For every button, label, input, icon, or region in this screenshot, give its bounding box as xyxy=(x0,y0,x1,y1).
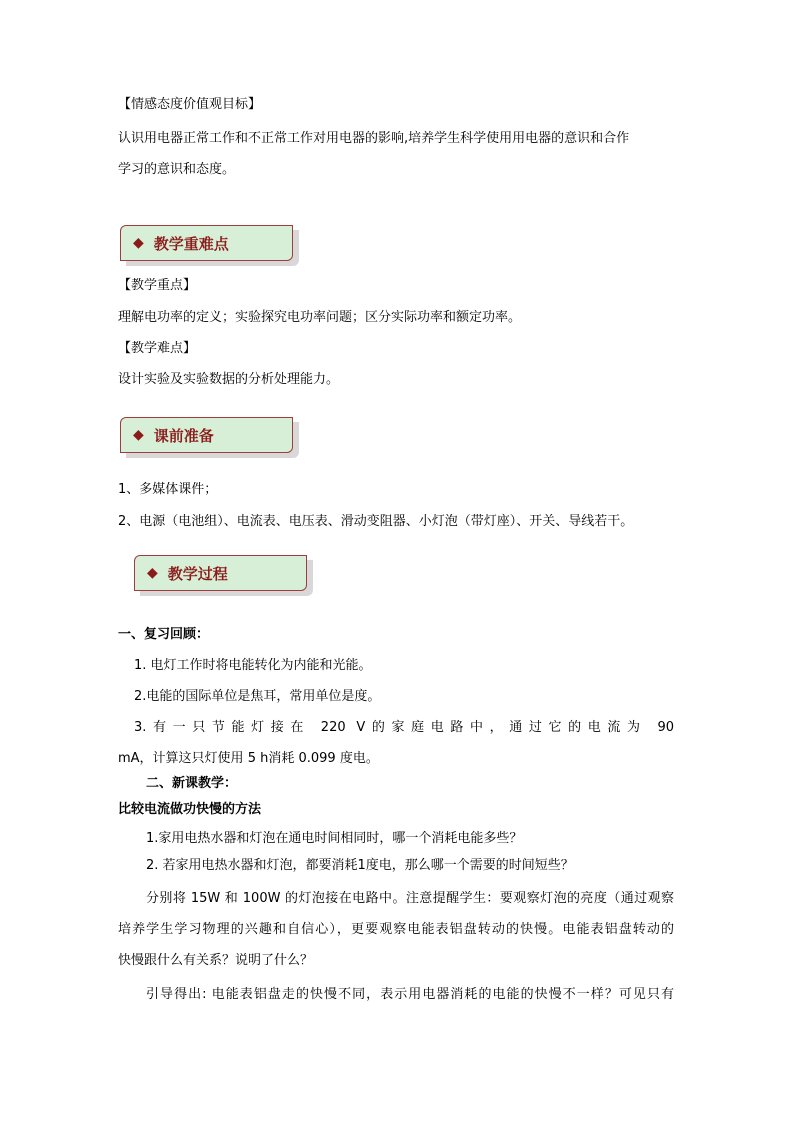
review-item-3-line-1: 3.有一只节能灯接在 220 V的家庭电路中，通过它的电流为 90 xyxy=(134,720,674,735)
goal-text-line-1: 认识用电器正常工作和不正常工作对用电器的影响,培养学生科学使用用电器的意识和合作 xyxy=(118,131,630,146)
section-tab-preparation xyxy=(120,417,293,453)
question-2: 2. 若家用电热水器和灯泡，都要消耗1度电，那么哪一个需要的时间短些？ xyxy=(146,858,574,873)
difficulty-text: 设计实验及实验数据的分析处理能力。 xyxy=(118,372,340,387)
paragraph-1-line-1: 分别将 15W 和 100W 的灯泡接在电路中。注意提醒学生：要观察灯泡的亮度（通过观察 xyxy=(146,891,674,906)
key-points-header: 【教学重点】 xyxy=(118,278,197,293)
section-tab-process xyxy=(134,555,307,591)
section-title: 课前准备 xyxy=(153,426,214,445)
section-title: 教学过程 xyxy=(167,564,228,583)
prep-item-1: 1、多媒体课件； xyxy=(118,482,218,497)
difficulty-header: 【教学难点】 xyxy=(118,341,197,356)
paragraph-1-line-2: 培养学生学习物理的兴趣和自信心），更要观察电能表铝盘转动的快慢。电能表铝盘转动的 xyxy=(118,922,674,937)
question-1: 1.家用电热水器和灯泡在通电时间相同时，哪一个消耗电能多些？ xyxy=(146,831,523,846)
key-points-text: 理解电功率的定义；实验探究电功率问题；区分实际功率和额定功率。 xyxy=(118,310,522,325)
review-item-3-line-2: mA，计算这只灯使用 5 h消耗 0.099 度电。 xyxy=(118,751,379,766)
review-item-1: 1. 电灯工作时将电能转化为内能和光能。 xyxy=(134,658,372,673)
section-tab-key-points xyxy=(120,225,293,261)
review-item-2: 2.电能的国际单位是焦耳，常用单位是度。 xyxy=(134,689,381,704)
paragraph-2-line-1: 引导得出: 电能表铝盘走的快慢不同，表示用电器消耗的电能的快慢不一样？可见只有 xyxy=(146,987,674,1002)
new-lesson-header: 二、新课教学： xyxy=(146,776,238,791)
diamond-icon: ◆ xyxy=(147,565,158,581)
compare-header: 比较电流做功快慢的方法 xyxy=(118,802,262,817)
diamond-icon: ◆ xyxy=(133,427,144,443)
diamond-icon: ◆ xyxy=(133,235,144,251)
prep-item-2: 2、电源（电池组）、电流表、电压表、滑动变阻器、小灯泡（带灯座）、开关、导线若干。 xyxy=(118,514,634,529)
review-header: 一、复习回顾： xyxy=(118,627,210,642)
section-title: 教学重难点 xyxy=(153,234,229,253)
goal-text-line-2: 学习的意识和态度。 xyxy=(118,162,236,177)
paragraph-1-line-3: 快慢跟什么有关系？说明了什么？ xyxy=(118,953,314,968)
goal-header: 【情感态度价值观目标】 xyxy=(118,97,262,112)
